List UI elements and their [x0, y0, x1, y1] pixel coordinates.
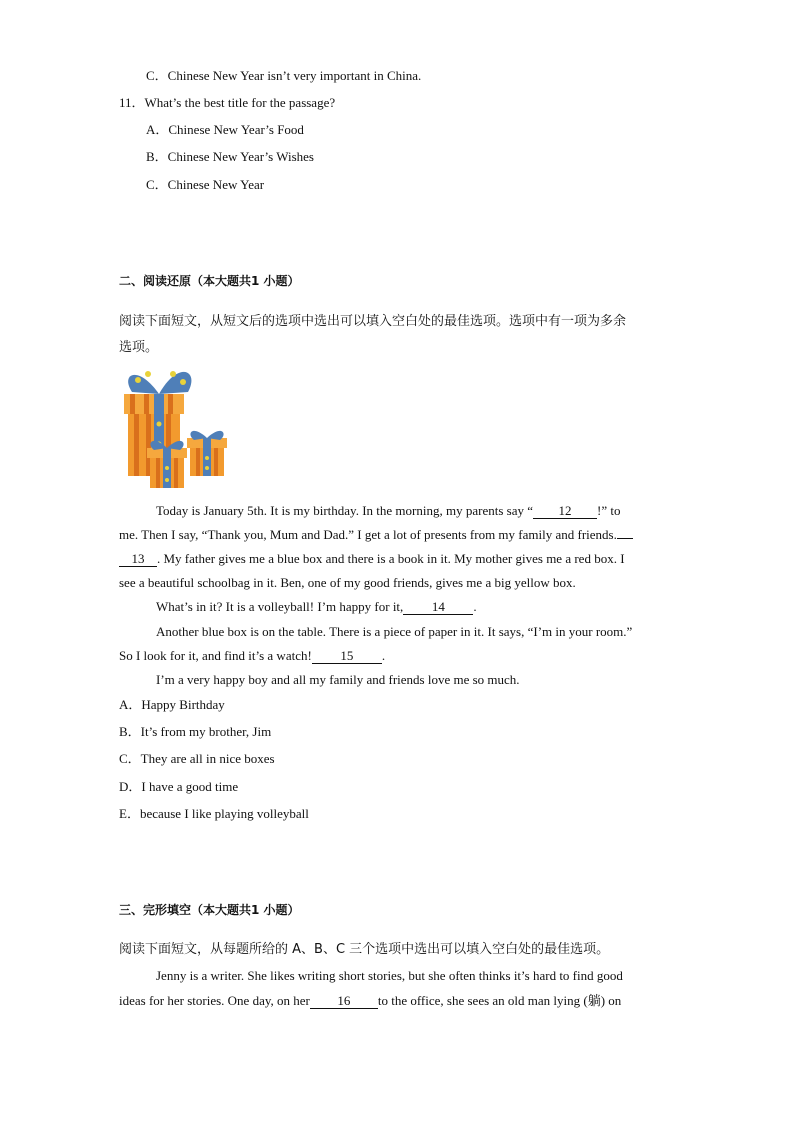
section2-option-d: D．I have a good time: [119, 779, 239, 794]
passage-line-4: see a beautiful schoolbag in it. Ben, one of my good friends, gives me a big yellow box.: [119, 575, 576, 590]
passage-line-7: So I look for it, and find it’s a watch! 15 .: [119, 648, 386, 663]
gift-boxes-icon: [118, 364, 230, 490]
blank-14[interactable]: 14: [403, 600, 473, 615]
passage-line-8: I’m a very happy boy and all my family and friends love me so much.: [156, 672, 520, 687]
section2-instruction-line2: 选项。: [119, 340, 159, 355]
passage-line-5: What’s in it? It is a volleyball! I’m happy for it, 14 .: [156, 599, 477, 614]
section3-instruction: 阅读下面短文，从每题所给的 A、B、C 三个选项中选出可以填入空白处的最佳选项。: [119, 942, 610, 957]
section2-option-c: C．They are all in nice boxes: [119, 751, 275, 766]
q11-option-a: A．Chinese New Year’s Food: [146, 122, 304, 137]
passage-line-1: Today is January 5th. It is my birthday. In the morning, my parents say “ 12 !” to: [156, 503, 621, 518]
passage-line-6: Another blue box is on the table. There is a piece of paper in it. It says, “I’m in your room.”: [156, 624, 633, 639]
q11-option-b: B．Chinese New Year’s Wishes: [146, 149, 314, 164]
section2-heading: 二、阅读还原（本大题共1 小题）: [119, 274, 300, 288]
section3-line-1: Jenny is a writer. She likes writing short stories, but she often thinks it’s hard to find good: [156, 968, 623, 983]
passage-line-2: me. Then I say, “Thank you, Mum and Dad.” I get a lot of presents from my family and friends.: [119, 527, 633, 543]
section2-instruction-line1: 阅读下面短文，从短文后的选项中选出可以填入空白处的最佳选项。选项中有一项为多余: [119, 314, 627, 329]
section3-line-2: ideas for her stories. One day, on her 16 to the office, she sees an old man lying (躺) on: [119, 993, 622, 1008]
blank-12[interactable]: 12: [533, 504, 597, 519]
section2-option-e: E．because I like playing volleyball: [119, 806, 309, 821]
section2-option-a: A．Happy Birthday: [119, 697, 225, 712]
blank-13[interactable]: 13: [119, 552, 157, 567]
q10-option-c: C．Chinese New Year isn’t very important in China.: [146, 68, 422, 83]
blank-16[interactable]: 16: [310, 994, 378, 1009]
q11-option-c: C．Chinese New Year: [146, 177, 265, 192]
section3-heading: 三、完形填空（本大题共1 小题）: [119, 903, 300, 917]
blank-13-start[interactable]: [617, 538, 633, 539]
section2-option-b: B．It’s from my brother, Jim: [119, 724, 272, 739]
q11-question: 11．What’s the best title for the passage?: [119, 95, 336, 110]
blank-15[interactable]: 15: [312, 649, 382, 664]
passage-line-3: 13 . My father gives me a blue box and there is a book in it. My mother gives me a red box. I: [119, 551, 625, 567]
small-gift-box-side: [187, 431, 227, 476]
